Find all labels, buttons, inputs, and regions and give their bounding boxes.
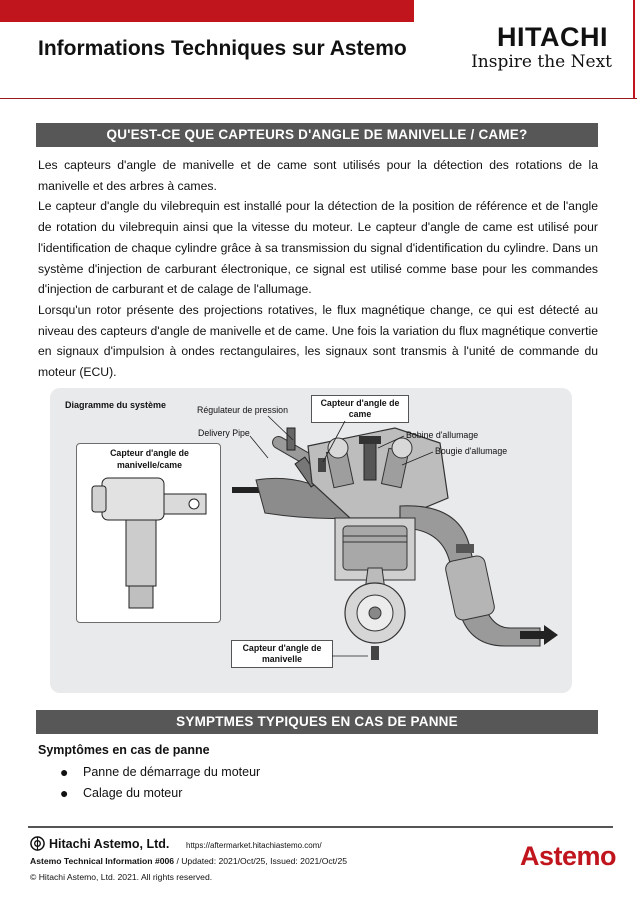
copyright: © Hitachi Astemo, Ltd. 2021. All rights reserved.: [30, 872, 213, 882]
symptoms-list: [60, 762, 260, 804]
top-accent-bar: [0, 0, 414, 22]
paragraph: Le capteur d'angle du vilebrequin est installé pour la détection de la position de référence et de l'angle de rotation du vilebrequin ainsi que la vitesse du moteur. Le capteur d'angle de came est utilisé pour l'identification de chaque cylindre grâce à sa transmission du signal d'identification du cylindre. Dans un système d'injection de carburant électronique, ce signal est utilisé comme base pour les commandes d'injection de carburant et de calage de l'allumage.: [38, 199, 598, 297]
sensor-caption: Capteur d'angle de manivelle/came: [110, 448, 189, 470]
page-title: Informations Techniques sur Astemo: [38, 37, 407, 60]
doc-info: [30, 856, 347, 866]
list-item: [60, 783, 260, 804]
section-heading-symptoms: SYMPTMES TYPIQUES EN CAS DE PANNE: [36, 710, 598, 734]
company-name: Hitachi Astemo, Ltd.: [49, 836, 170, 851]
footer-url-link[interactable]: https://aftermarket.hitachiastemo.com/: [186, 841, 322, 850]
list-item-text: Panne de démarrage du moteur: [83, 765, 261, 779]
list-item-text: Calage du moteur: [83, 786, 183, 800]
symptoms-subheading: Symptômes en cas de panne: [38, 743, 210, 757]
astemo-logo: Astemo: [519, 841, 616, 871]
paragraph: Les capteurs d'angle de manivelle et de came sont utilisés pour la détection des rotations de la manivelle et des arbres à cames.: [38, 158, 598, 193]
label-spark-plug: Bougie d'allumage: [435, 446, 508, 456]
doc-number: Astemo Technical Information #006: [30, 856, 175, 866]
callout-crank-sensor: Capteur d'angle de manivelle: [231, 640, 333, 668]
header-divider: [0, 98, 637, 99]
sensor-icon: [84, 470, 214, 620]
bullet-icon: ●: [60, 764, 69, 780]
diagram-title: Diagramme du système: [65, 400, 167, 410]
doc-dates: / Updated: 2021/Oct/25, Issued: 2021/Oct/25: [174, 856, 348, 866]
label-delivery-pipe: Delivery Pipe: [198, 428, 250, 438]
paragraph: Lorsqu'un rotor présente des projections rotatives, le flux magnétique change, ce qui est détecté au niveau des capteurs d'angle de manivelle et de came. Une fois la variation du flux magnétique convertie en signaux d'impulsion à ondes rectangulaires, les signaux sont transmis à l'unité de commande du moteur (ECU).: [38, 302, 598, 380]
header-side-rule: [633, 0, 635, 98]
hitachi-mark-icon: [30, 836, 45, 851]
label-pressure-regulator: Régulateur de pression: [197, 405, 288, 415]
bullet-icon: ●: [60, 785, 69, 801]
section-heading-what-is: QU'EST-CE QUE CAPTEURS D'ANGLE DE MANIVELLE / CAME?: [36, 123, 598, 147]
hitachi-tagline: Inspire the Next: [471, 52, 612, 72]
hitachi-logo: HITACHI: [497, 22, 608, 52]
footer-company: [30, 836, 169, 851]
callout-cam-sensor: Capteur d'angle de came: [311, 395, 409, 423]
list-item: [60, 762, 260, 783]
label-ignition-coil: Bobine d'allumage: [406, 430, 479, 440]
intro-text: [38, 155, 598, 383]
footer-divider: [28, 826, 613, 828]
